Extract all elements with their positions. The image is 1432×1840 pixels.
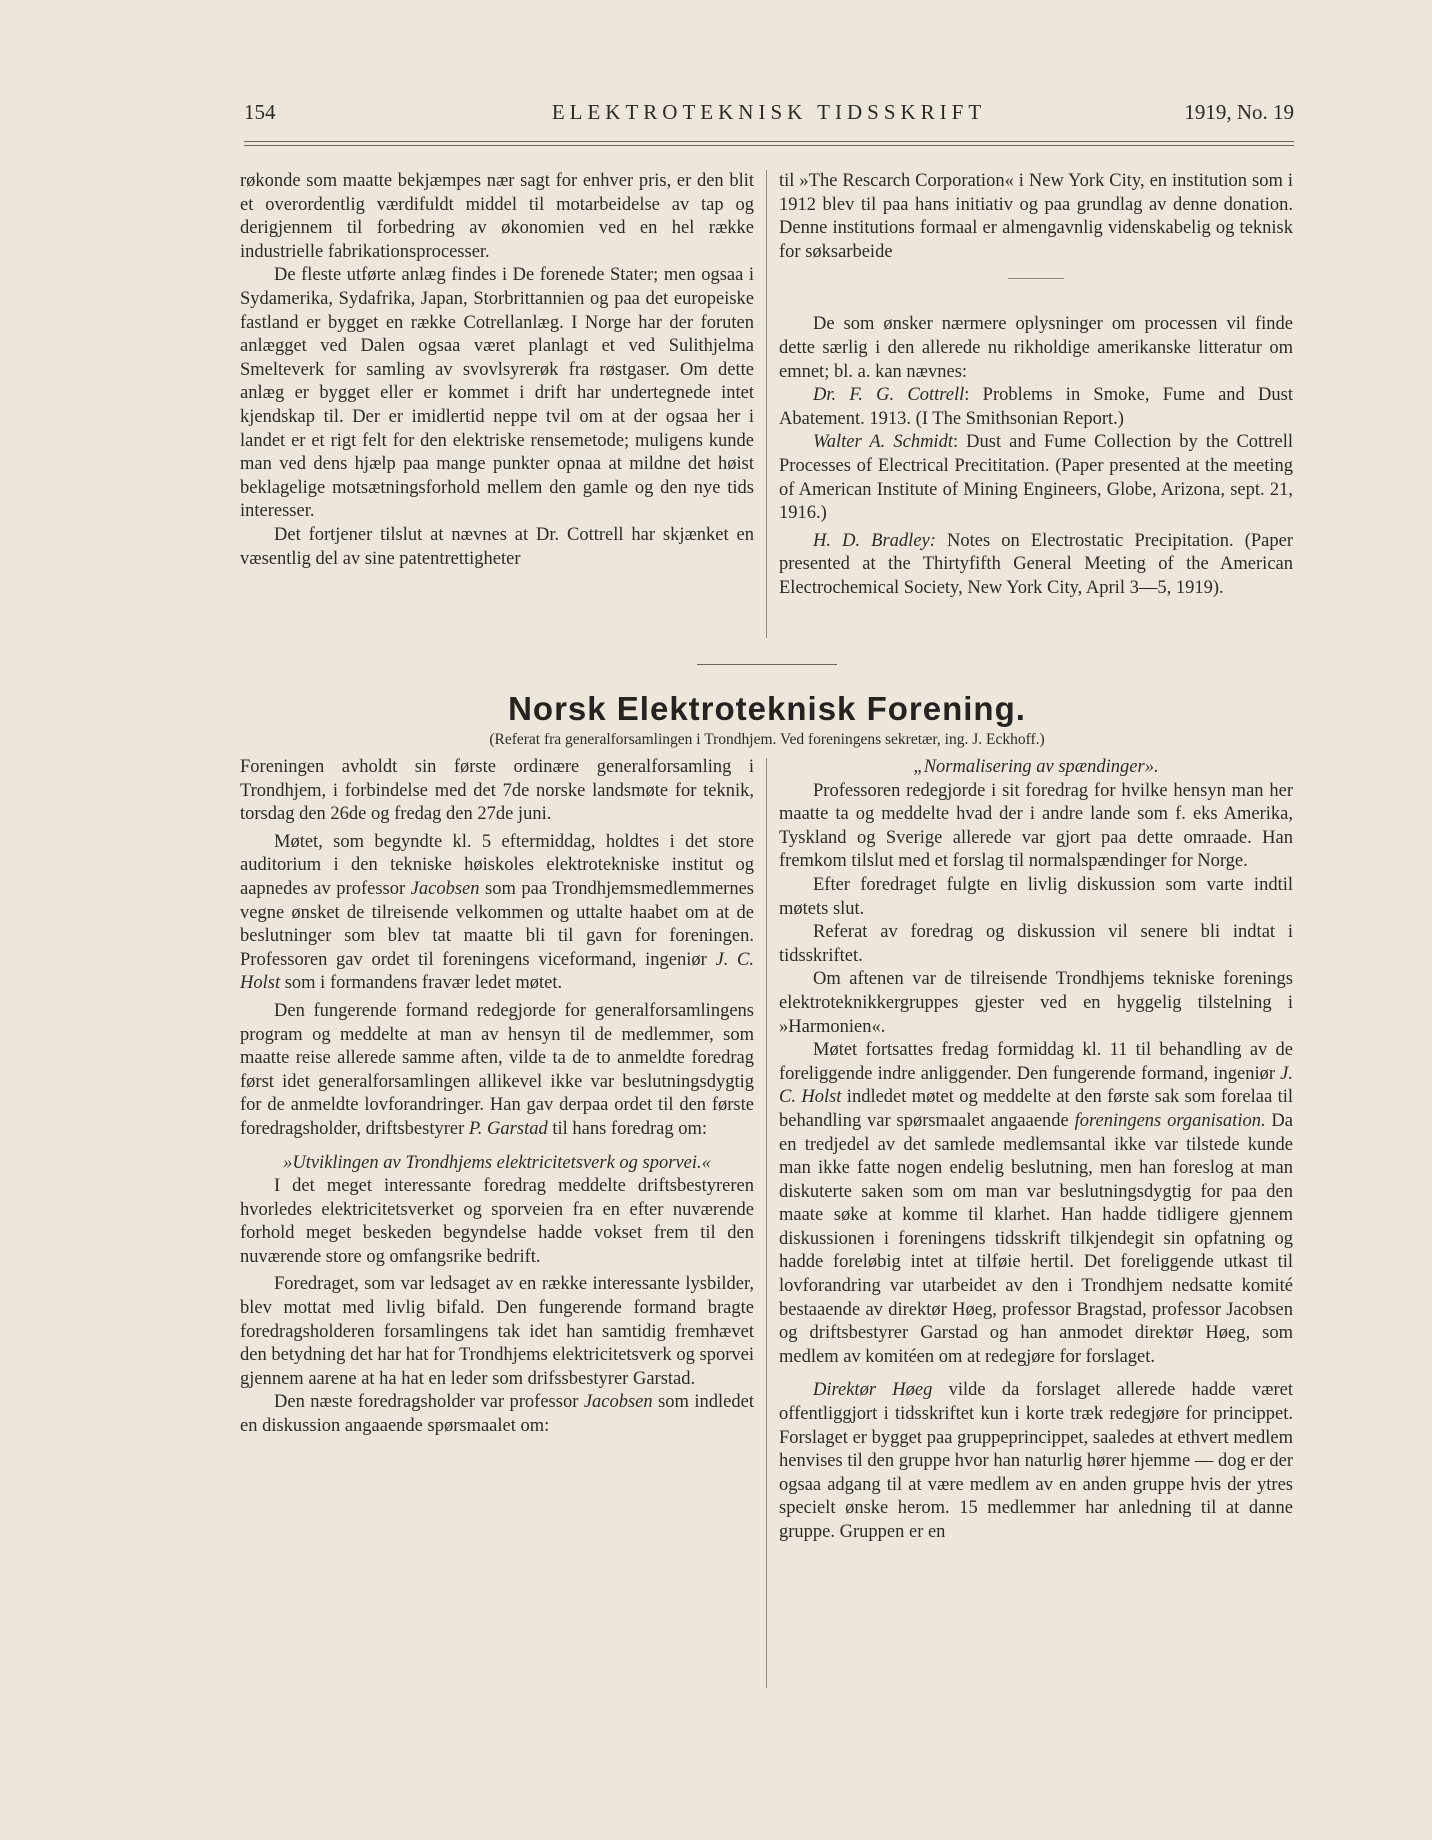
reference-item [779, 530, 1293, 601]
person-name: P. Garstad [468, 1118, 548, 1139]
reference-text: : Dust and Fume Collection by the Cottrell Processes of Electrical Precititation. (Paper presented at the meeting of American Institute of Mining Engineers, Globe, Arizona, sept. 21, 1916.) [779, 432, 1293, 524]
paragraph: Om aftenen var de tilreisende Trondhjems tekniske forenings elektroteknikkergruppes gjester ved en hyggelig tilstelning i »Harmonien«. [779, 969, 1293, 1037]
top-left-column [240, 170, 754, 571]
reference-author: Dr. F. G. Cottrell [813, 385, 965, 406]
issue-number: 1919, No. 19 [1184, 100, 1294, 124]
bottom-left-column [240, 756, 754, 1439]
paragraph: Møtet fortsattes fredag formiddag kl. 11 til behandling av de foreliggende indre anliggender. Den fungerende formand, ingeniør J. C. Holst indledet møtet og meddelte at den første sak som forelaa til behandling var spørsmaalet angaaende foreningens organisation. Da en tredjedel av det samlede medlemsantal ikke var tilstede kunde man ikke fatte nogen endelig beslutning, men han foreslog at man diskuterte saken som om man var beslutningsdygtig for paa den maate søke at komme til klarhet. Han hadde tidligere gjennem diskussionen i foreningens tidsskrift tilkjendegit sin opfatning og hadde foreløbig intet at tilføie hertil. Det foreliggende utkast til lovforandring var utarbeidet av den i Trondhjem nedsatte komité bestaaende av direktør Høeg, professor Bragstad, professor Jacobsen og driftsbestyrer Garstad og han anmodet direktør Høeg, som medlem av komitéen om at redegjøre for forslaget. [779, 1040, 1293, 1367]
header-rule-second [244, 145, 1294, 146]
paragraph: Professoren redegjorde i sit foredrag for hvilke hensyn man her maatte ta og meddelte hvad der i andre lande som f. eks Amerika, Tyskland og Sverige allerede var gjort paa dette omraade. Han fremkom tilslut med et forslag til normalspændinger for Norge. [779, 780, 1293, 872]
reference-author: H. D. Bradley: [813, 530, 936, 551]
header-rule [244, 141, 1294, 142]
paragraph: til »The Rescarch Corporation« i New York City, en institution som i 1912 blev til paa hans initiativ og paa grundlag av denne donation. Denne institutions formaal er almengavnlig videnskabelig og teknisk for søksarbeide [779, 171, 1293, 262]
top-right-column [779, 170, 1293, 601]
subsection-heading: „Normalisering av spændinger». [913, 757, 1159, 777]
person-name: J. C. Holst [240, 949, 754, 994]
references-intro: De som ønsker nærmere oplysninger om processen vil finde dette særlig i den allerede nu rikholdige amerikanske litteratur om emnet; bl. a. kan nævnes: [779, 314, 1293, 382]
section-separator [697, 664, 837, 665]
bottom-right-column [779, 756, 1293, 1545]
person-name: Jacobsen [583, 1392, 653, 1413]
section-subtitle: (Referat fra generalforsamlingen i Trondhjem. Ved foreningens sekretær, ing. J. Eckhoff.) [489, 731, 1045, 748]
lecture-title: »Utviklingen av Trondhjems elektricitetsverk og sporvei.« [283, 1152, 711, 1173]
paragraph: Foredraget, som var ledsaget av en række interessante lysbilder, blev mottat med livlig bifald. Den fungerende formand bragte foredragsholderen forsamlingens tak idet han samtidig fremhævet den betydning det har hat for Trondhjems elektricitetsverk og sporvei gjennem aarene at ha hat en leder som drifssbestyrer Garstad. [240, 1274, 754, 1389]
reference-item [779, 431, 1293, 525]
topic-name: foreningens organisation. [1074, 1110, 1266, 1131]
paragraph: Efter foredraget fulgte en livlig diskussion som varte indtil møtets slut. [779, 874, 1293, 919]
column-divider [766, 758, 767, 1688]
person-name: Direktør Høeg [813, 1380, 933, 1401]
paragraph: De fleste utførte anlæg findes i De forenede Stater; men ogsaa i Sydamerika, Sydafrika, Japan, Storbrittannien og paa det europeiske fastland er bygget en række Cotrellanlæg. I Norge har der foruten anlægget ved Dalen ogsaa været planlagt et ved Sulithjelma Smelteverk for samling av svovlsyrerøk fra røstgaser. Om dette anlæg er bygget eller er kommet i drift har undertegnede intet kjendskap til. Der er imidlertid neppe tvil om at der ogsaa her i landet er et rigt felt for den elektriske rensemetode; muligens kunde man ved dens hjælp paa mange punkter opnaa at mildne det høist beklagelige motsætningsforhold mellem den gamle og den nye tids interesser. [240, 265, 754, 522]
reference-author: Walter A. Schmidt [813, 432, 953, 453]
section-title: Norsk Elektroteknisk Forening. [508, 690, 1026, 727]
paragraph: Direktør Høeg vilde da forslaget allerede hadde været offentliggjort i tidsskriftet kun i korte træk redegjøre for princippet. Forslaget er bygget paa gruppeprincippet, saaledes at ethvert medlem henvises til den gruppe hvor han naturlig hører hjemme — dog er der ogsaa adgang til at være medlem av en anden gruppe hvis der ytres specielt ønske herom. 15 medlemmer har anledning til at danne gruppe. Gruppen er en [779, 1380, 1293, 1542]
reference-item [779, 384, 1293, 431]
person-name: Jacobsen [410, 878, 480, 899]
page-number: 154 [244, 100, 276, 124]
paragraph: Referat av foredrag og diskussion vil senere bli indtat i tidsskriftet. [779, 922, 1293, 966]
paragraph: røkonde som maatte bekjæmpes nær sagt for enhver pris, er den blit et overordentlig værdifuldt middel til motarbeidelse av tap og derigjennem til forbedring av økonomien ved en hel række industrielle fabrikationsprocesser. [240, 171, 754, 262]
paragraph: Den fungerende formand redegjorde for generalforsamlingens program og meddelte at man av hensyn til de medlemmer, som maatte reise allerede samme aften, vilde ta de to anmeldte foredrag først idet generalforsamlingen allikevel ikke var beslutningsdygtig for de anmeldte lovforandringer. Han gav derpaa ordet til den første foredragsholder, driftsbestyrer P. Garstad til hans foredrag om: [240, 1000, 754, 1139]
separator-rule [1008, 278, 1064, 279]
column-divider [766, 170, 767, 638]
paragraph: Foreningen avholdt sin første ordinære generalforsamling i Trondhjem, i forbindelse med det 7de norske landsmøte for teknik, torsdag den 26de og fredag den 27de juni. [240, 757, 754, 825]
paragraph: Den næste foredragsholder var professor Jacobsen som indledet en diskussion angaaende spørsmaalet om: [240, 1392, 754, 1437]
paragraph: I det meget interessante foredrag meddelte driftsbestyreren hvorledes elektricitetsverket og sporveien fra en efter nuværende forhold meget beskeden begyndelse hadde vokset frem til den nuværende store og omfangsrike bedrift. [240, 1176, 754, 1267]
reference-text: : Problems in Smoke, Fume and Dust Abatement. 1913. (I The Smithsonian Report.) [779, 385, 1293, 429]
page-header [244, 100, 1294, 130]
journal-title: ELEKTROTEKNISK TIDSSKRIFT [551, 100, 987, 124]
person-name: J. C. Holst [779, 1063, 1293, 1108]
paragraph: Møtet, som begyndte kl. 5 eftermiddag, holdtes i det store auditorium i den tekniske høiskoles elektrotekniske institut og aapnedes av professor Jacobsen som paa Trondhjemsmedlemmernes vegne ønsket de tilreisende velkommen og uttalte haabet om at de beslutninger som blev tat maatte bli til gavn for foreningen. Professoren gav ordet til foreningens viceformand, ingeniør J. C. Holst som i formandens fravær ledet møtet. [240, 831, 754, 994]
reference-text: Notes on Electrostatic Precipitation. (Paper presented at the Thirtyfifth General Meeting of the American Electrochemical Society, New York City, April 3—5, 1919). [779, 530, 1293, 598]
paragraph: Det fortjener tilslut at nævnes at Dr. Cottrell har skjænket en væsentlig del av sine patentrettigheter [240, 524, 754, 569]
